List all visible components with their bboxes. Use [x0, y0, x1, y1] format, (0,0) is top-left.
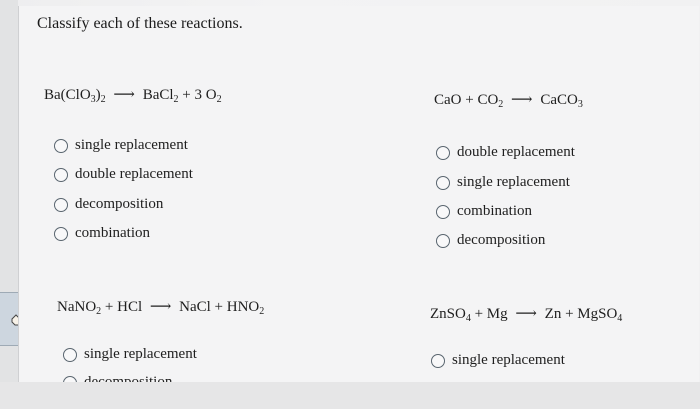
radio-button[interactable]	[436, 176, 450, 190]
radio-button[interactable]	[63, 348, 77, 362]
radio-button[interactable]	[436, 146, 450, 160]
q2-option-combination[interactable]: combination	[436, 203, 532, 220]
radio-button[interactable]	[54, 168, 68, 182]
q4-option-single-replacement[interactable]: single replacement	[431, 352, 565, 369]
radio-button[interactable]	[54, 227, 68, 241]
q2-option-decomposition[interactable]: decomposition	[436, 232, 545, 249]
left-edge	[0, 0, 18, 409]
q3-option-single-replacement[interactable]: single replacement	[63, 346, 197, 363]
radio-button[interactable]	[54, 139, 68, 153]
radio-button[interactable]	[436, 205, 450, 219]
q2-option-double-replacement[interactable]: double replacement	[436, 144, 575, 161]
q1-option-combination[interactable]: combination	[54, 225, 150, 242]
equation-q2: CaO + $CO_2$ ⟶ CaCO$_3$	[434, 92, 583, 110]
radio-button[interactable]	[431, 354, 445, 368]
equation-q4: ZnSO$_4$ + Mg ⟶ Zn + MgSO$_4$	[430, 306, 623, 324]
q1-option-single-replacement[interactable]: single replacement	[54, 137, 188, 154]
q1-option-decomposition[interactable]: decomposition	[54, 196, 163, 213]
equation-q1: $Ba(ClO_3)_2$ ⟶ BaCl$_2$ + 3 $O_2$	[44, 87, 222, 105]
q1-option-double-replacement[interactable]: double replacement	[54, 166, 193, 183]
q2-option-single-replacement[interactable]: single replacement	[436, 174, 570, 191]
radio-button[interactable]	[436, 234, 450, 248]
radio-button[interactable]	[54, 198, 68, 212]
bottom-cutoff	[0, 382, 700, 409]
prompt-text: Classify each of these reactions.	[37, 15, 243, 32]
equation-q3: NaNO$_2$ + HCl ⟶ NaCl + $HNO_2$	[57, 299, 265, 317]
